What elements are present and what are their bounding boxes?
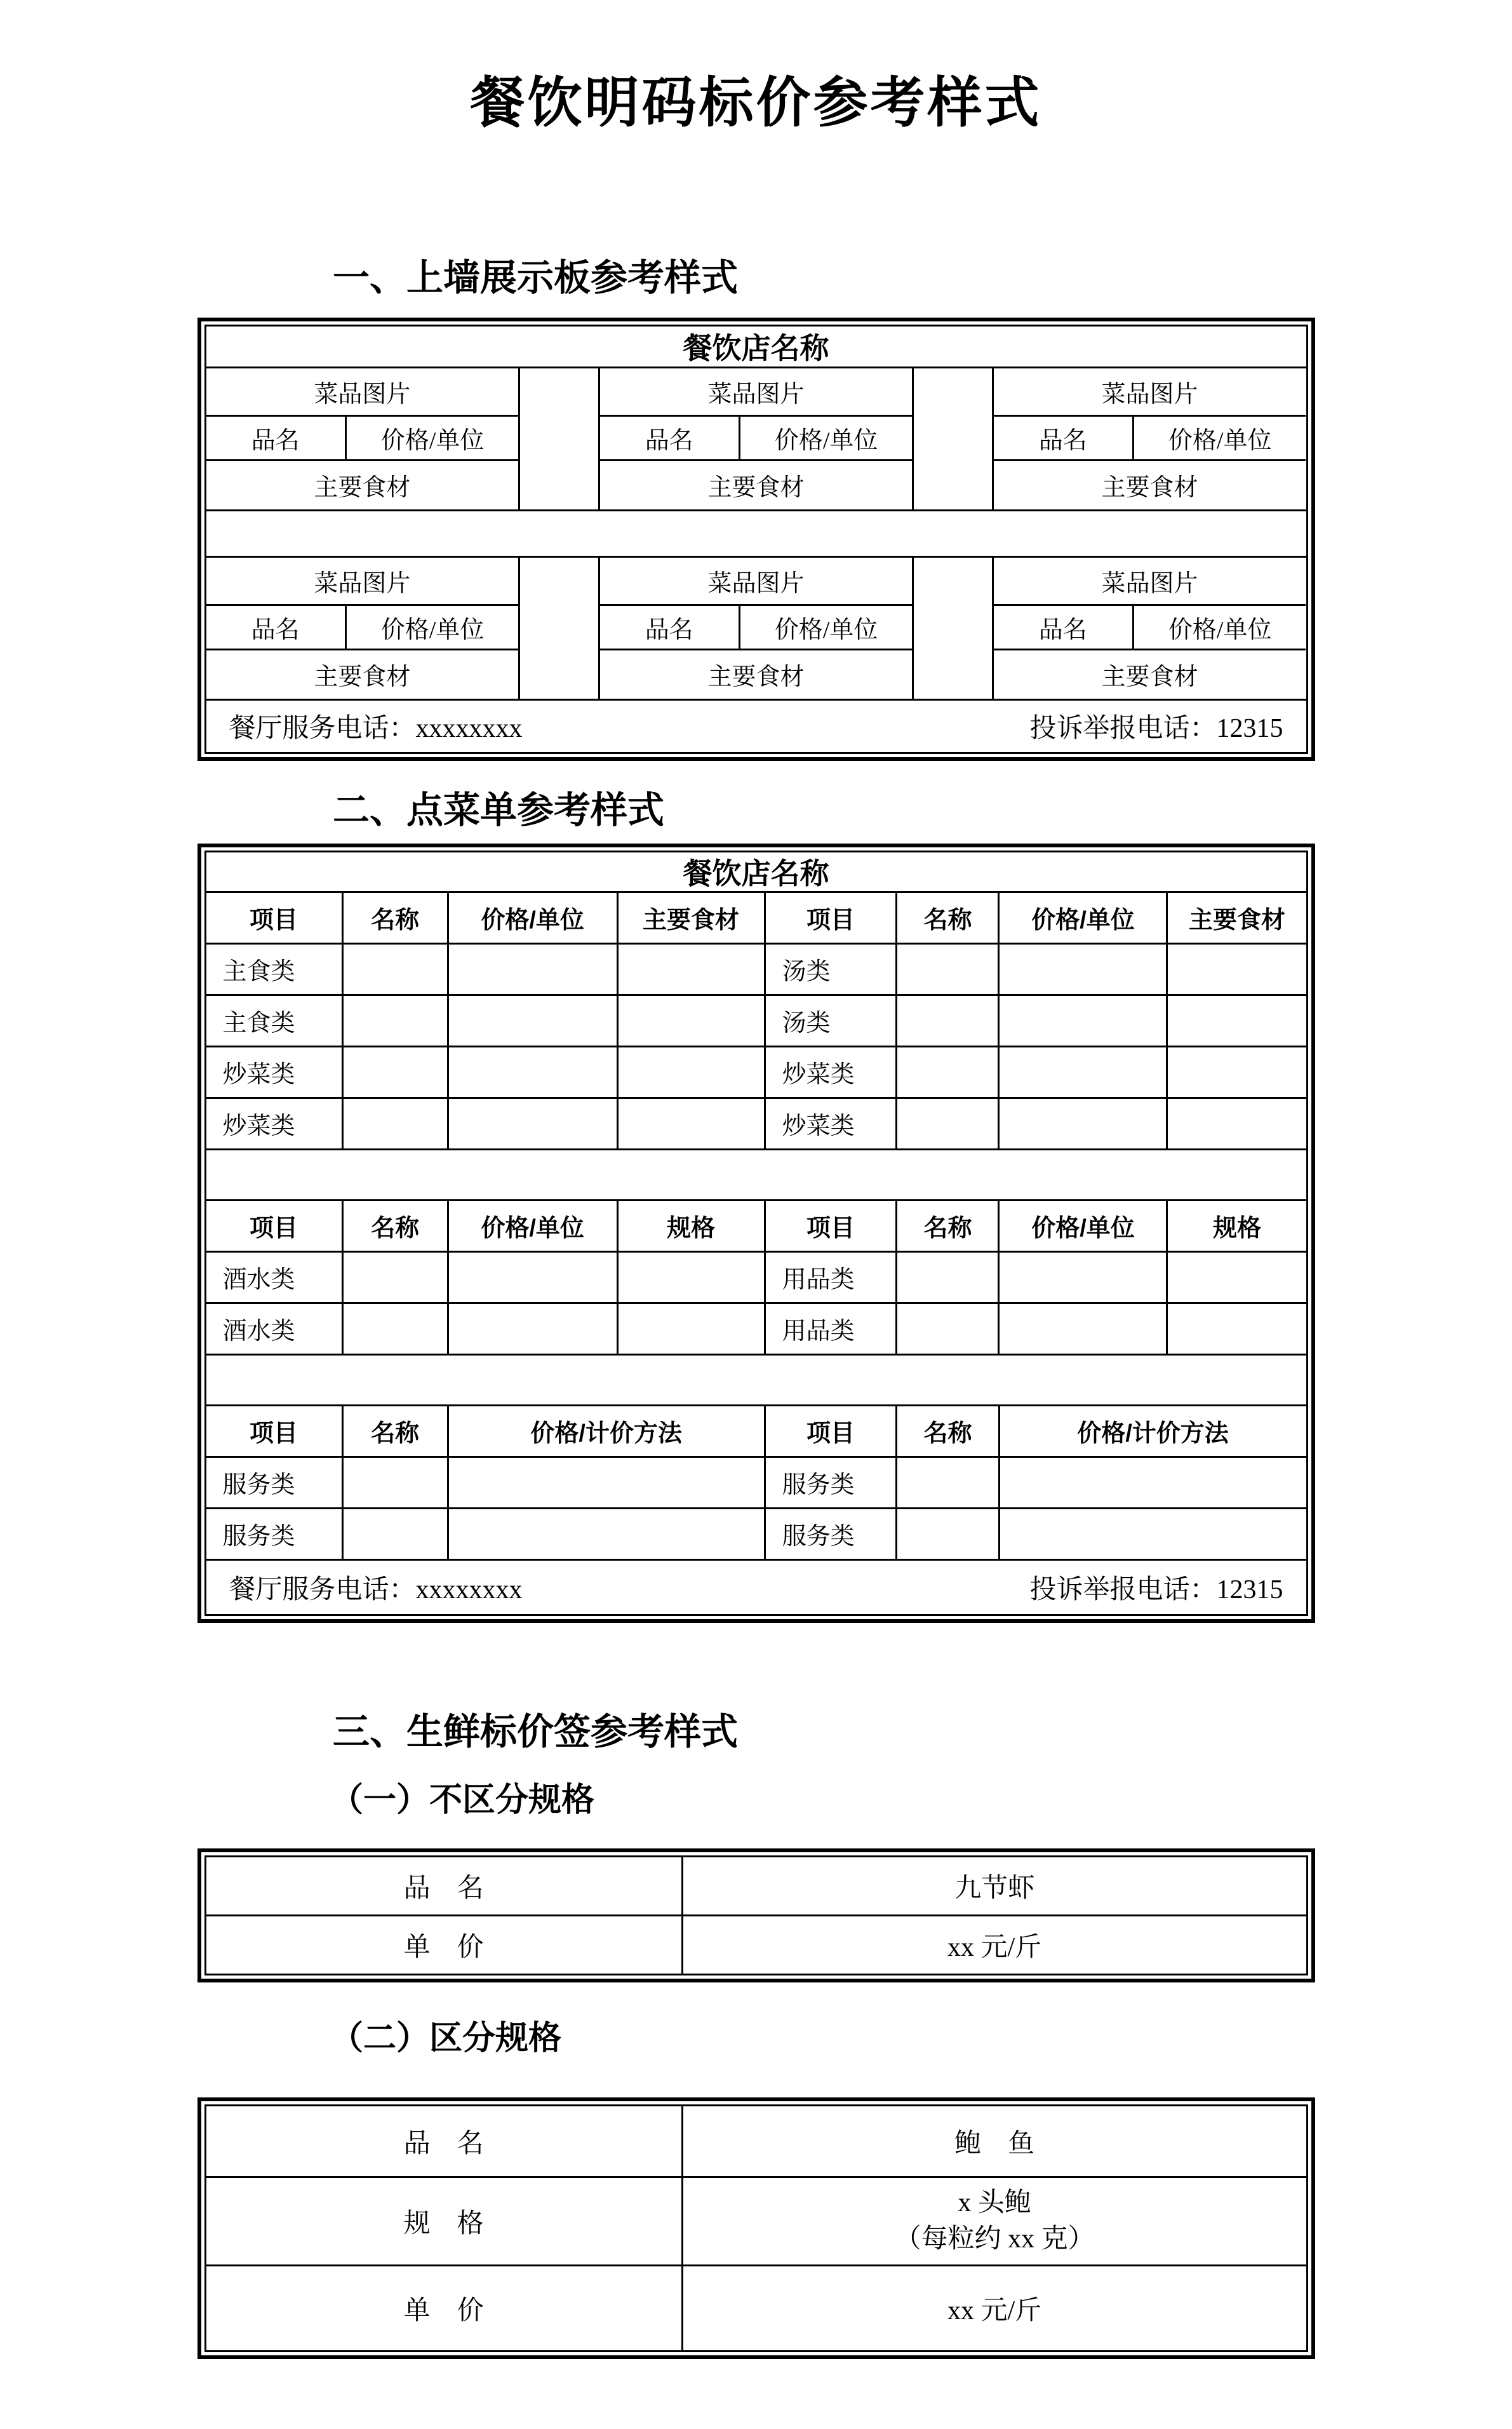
header-cell: 名称 bbox=[342, 1406, 447, 1456]
category-cell: 炒菜类 bbox=[764, 1099, 896, 1148]
header-cell: 价格/计价方法 bbox=[998, 1406, 1306, 1456]
empty-cell bbox=[998, 945, 1166, 994]
dish-card-row bbox=[206, 558, 1306, 699]
empty-cell bbox=[1166, 1253, 1306, 1302]
empty-cell bbox=[998, 1253, 1166, 1302]
dish-card bbox=[994, 558, 1306, 699]
dish-card bbox=[994, 368, 1306, 509]
store-name: 餐饮店名称 bbox=[206, 852, 1306, 893]
empty-cell bbox=[447, 1253, 617, 1302]
header-cell: 名称 bbox=[895, 1201, 998, 1251]
menu-data-row bbox=[206, 945, 1306, 996]
menu-table bbox=[197, 844, 1315, 1623]
spec-line-1: x 头鲍 bbox=[958, 2188, 1031, 2218]
tag-row bbox=[206, 2178, 1306, 2266]
header-cell: 名称 bbox=[895, 893, 998, 943]
dish-image-label: 菜品图片 bbox=[994, 368, 1306, 417]
service-phone: 餐厅服务电话：xxxxxxxx bbox=[229, 714, 523, 744]
spec-line-2: （每粒约 xx 克） bbox=[894, 2224, 1095, 2254]
header-cell: 主要食材 bbox=[1166, 893, 1306, 943]
dish-image-label: 菜品图片 bbox=[206, 368, 519, 417]
sub-heading-spec: （二）区分规格 bbox=[330, 2020, 562, 2057]
sub-heading-no-spec: （一）不区分规格 bbox=[330, 1782, 595, 1819]
row-value: xx 元/斤 bbox=[681, 2266, 1306, 2350]
empty-cell bbox=[895, 945, 998, 994]
dish-image-label: 菜品图片 bbox=[994, 558, 1306, 606]
empty-cell bbox=[895, 1253, 998, 1302]
header-cell: 名称 bbox=[342, 1201, 447, 1251]
dish-name-label: 品名 bbox=[206, 606, 347, 649]
empty-cell bbox=[447, 945, 617, 994]
dish-card-row bbox=[206, 368, 1306, 509]
row-label: 品 名 bbox=[403, 1873, 484, 1903]
header-cell: 价格/单位 bbox=[998, 893, 1166, 943]
empty-cell bbox=[617, 1047, 764, 1097]
empty-cell bbox=[1166, 1047, 1306, 1097]
empty-cell bbox=[342, 1304, 447, 1354]
dish-ingredients-label: 主要食材 bbox=[314, 664, 411, 691]
category-cell: 酒水类 bbox=[222, 1318, 295, 1345]
category-cell: 服务类 bbox=[222, 1472, 295, 1499]
dish-ingredients-label: 主要食材 bbox=[1101, 474, 1198, 502]
empty-cell bbox=[617, 1304, 764, 1354]
dish-price-unit-label: 价格/单位 bbox=[1168, 427, 1272, 454]
dish-ingredients-label: 主要食材 bbox=[707, 664, 805, 691]
gap-column bbox=[912, 558, 993, 699]
empty-cell bbox=[895, 1099, 998, 1148]
header-cell: 主要食材 bbox=[617, 893, 764, 943]
empty-cell bbox=[998, 1099, 1166, 1148]
row-label: 品 名 bbox=[403, 2129, 484, 2158]
empty-cell bbox=[447, 996, 617, 1046]
dish-ingredients-label: 主要食材 bbox=[707, 474, 805, 502]
header-cell: 项目 bbox=[764, 1406, 896, 1456]
menu-data-row bbox=[206, 1458, 1306, 1509]
menu-gap-row bbox=[206, 1356, 1306, 1406]
row-label: 规 格 bbox=[403, 2209, 484, 2238]
header-cell: 价格/单位 bbox=[447, 1201, 617, 1251]
menu-data-row bbox=[206, 1099, 1306, 1150]
header-cell: 项目 bbox=[250, 1420, 298, 1448]
section-two-heading: 二、点菜单参考样式 bbox=[333, 789, 665, 831]
dish-name-label: 品名 bbox=[206, 417, 347, 459]
dish-image-label: 菜品图片 bbox=[600, 368, 913, 417]
bottom-margin bbox=[0, 2359, 1512, 2429]
row-value: 九节虾 bbox=[681, 1857, 1306, 1914]
category-cell: 主食类 bbox=[222, 959, 295, 986]
empty-cell bbox=[447, 1047, 617, 1097]
dish-card bbox=[600, 558, 913, 699]
category-cell: 用品类 bbox=[764, 1304, 896, 1354]
empty-cell bbox=[895, 1047, 998, 1097]
dish-name-label: 品名 bbox=[994, 606, 1134, 649]
row-value: 鲍 鱼 bbox=[681, 2106, 1306, 2176]
complaint-phone: 投诉举报电话：12315 bbox=[1029, 1575, 1283, 1605]
empty-cell bbox=[998, 1458, 1306, 1507]
header-cell: 规格 bbox=[617, 1201, 764, 1251]
menu-data-row bbox=[206, 1509, 1306, 1561]
empty-cell bbox=[447, 1099, 617, 1148]
section-three-heading: 三、生鲜标价签参考样式 bbox=[333, 1711, 739, 1753]
dish-ingredients-label: 主要食材 bbox=[1101, 664, 1198, 691]
empty-cell bbox=[1166, 945, 1306, 994]
empty-cell bbox=[342, 1458, 447, 1507]
empty-cell bbox=[342, 1047, 447, 1097]
empty-cell bbox=[447, 1509, 764, 1559]
dish-card bbox=[600, 368, 913, 509]
row-label: 单 价 bbox=[403, 1932, 484, 1962]
header-cell: 价格/单位 bbox=[447, 893, 617, 943]
header-cell: 价格/计价方法 bbox=[447, 1406, 764, 1456]
menu-header-row bbox=[206, 1406, 1306, 1458]
row-value: xx 元/斤 bbox=[681, 1916, 1306, 1974]
dish-image-label: 菜品图片 bbox=[600, 558, 913, 606]
complaint-phone: 投诉举报电话：12315 bbox=[1029, 714, 1283, 744]
wall-board-table bbox=[197, 318, 1315, 761]
menu-header-row bbox=[206, 1201, 1306, 1253]
dish-ingredients-label: 主要食材 bbox=[314, 474, 411, 502]
category-cell: 主食类 bbox=[222, 1010, 295, 1037]
category-cell: 炒菜类 bbox=[222, 1113, 295, 1140]
dish-image-label: 菜品图片 bbox=[206, 558, 519, 606]
empty-cell bbox=[1166, 1304, 1306, 1354]
menu-data-row bbox=[206, 996, 1306, 1047]
dish-name-label: 品名 bbox=[994, 417, 1134, 459]
empty-cell bbox=[895, 1458, 998, 1507]
board-gap-row bbox=[206, 509, 1306, 558]
empty-cell bbox=[342, 1099, 447, 1148]
header-cell: 项目 bbox=[764, 1201, 896, 1251]
category-cell: 汤类 bbox=[764, 945, 896, 994]
menu-data-row bbox=[206, 1304, 1306, 1356]
row-label: 单 价 bbox=[403, 2296, 484, 2325]
menu-data-row bbox=[206, 1253, 1306, 1304]
dish-card bbox=[206, 558, 519, 699]
tag-row bbox=[206, 2266, 1306, 2350]
empty-cell bbox=[342, 996, 447, 1046]
header-cell: 项目 bbox=[250, 1215, 298, 1242]
dish-card bbox=[206, 368, 519, 509]
empty-cell bbox=[342, 945, 447, 994]
row-value bbox=[681, 2178, 1306, 2264]
empty-cell bbox=[1166, 1099, 1306, 1148]
empty-cell bbox=[895, 1509, 998, 1559]
empty-cell bbox=[1166, 996, 1306, 1046]
header-cell: 名称 bbox=[895, 1406, 998, 1456]
header-cell: 规格 bbox=[1166, 1201, 1306, 1251]
tag-row bbox=[206, 1857, 1306, 1916]
category-cell: 用品类 bbox=[764, 1253, 896, 1302]
empty-cell bbox=[617, 996, 764, 1046]
empty-cell bbox=[342, 1509, 447, 1559]
category-cell: 服务类 bbox=[764, 1458, 896, 1507]
gap-column bbox=[518, 368, 599, 509]
dish-price-unit-label: 价格/单位 bbox=[380, 427, 485, 454]
gap-column bbox=[518, 558, 599, 699]
fresh-tag-table-spec bbox=[197, 2097, 1315, 2359]
page-title: 餐饮明码标价参考样式 bbox=[470, 72, 1042, 133]
dish-price-unit-label: 价格/单位 bbox=[774, 427, 878, 454]
category-cell: 服务类 bbox=[222, 1523, 295, 1551]
dish-price-unit-label: 价格/单位 bbox=[1168, 616, 1272, 643]
section-one-heading: 一、上墙展示板参考样式 bbox=[333, 257, 739, 299]
empty-cell bbox=[447, 1458, 764, 1507]
dish-price-unit-label: 价格/单位 bbox=[774, 616, 878, 643]
menu-gap-row bbox=[206, 1150, 1306, 1201]
category-cell: 汤类 bbox=[764, 996, 896, 1046]
dish-price-unit-label: 价格/单位 bbox=[380, 616, 485, 643]
empty-cell bbox=[895, 996, 998, 1046]
empty-cell bbox=[998, 1509, 1306, 1559]
board-footer bbox=[206, 699, 1306, 752]
empty-cell bbox=[998, 1304, 1166, 1354]
menu-footer bbox=[206, 1561, 1306, 1614]
category-cell: 炒菜类 bbox=[222, 1061, 295, 1089]
empty-cell bbox=[617, 1253, 764, 1302]
menu-header-row bbox=[206, 893, 1306, 945]
header-cell: 项目 bbox=[250, 907, 298, 934]
tag-row bbox=[206, 2106, 1306, 2178]
empty-cell bbox=[617, 945, 764, 994]
header-cell: 名称 bbox=[342, 893, 447, 943]
menu-data-row bbox=[206, 1047, 1306, 1099]
store-name: 餐饮店名称 bbox=[206, 326, 1306, 368]
category-cell: 炒菜类 bbox=[764, 1047, 896, 1097]
empty-cell bbox=[895, 1304, 998, 1354]
empty-cell bbox=[998, 1047, 1166, 1097]
header-cell: 价格/单位 bbox=[998, 1201, 1166, 1251]
header-cell: 项目 bbox=[764, 893, 896, 943]
dish-name-label: 品名 bbox=[600, 417, 740, 459]
fresh-tag-table-simple bbox=[197, 1848, 1315, 1982]
empty-cell bbox=[342, 1253, 447, 1302]
category-cell: 酒水类 bbox=[222, 1267, 295, 1294]
gap-column bbox=[912, 368, 993, 509]
service-phone: 餐厅服务电话：xxxxxxxx bbox=[229, 1575, 523, 1605]
dish-name-label: 品名 bbox=[600, 606, 740, 649]
category-cell: 服务类 bbox=[764, 1509, 896, 1559]
tag-row bbox=[206, 1916, 1306, 1974]
empty-cell bbox=[998, 996, 1166, 1046]
empty-cell bbox=[447, 1304, 617, 1354]
empty-cell bbox=[617, 1099, 764, 1148]
